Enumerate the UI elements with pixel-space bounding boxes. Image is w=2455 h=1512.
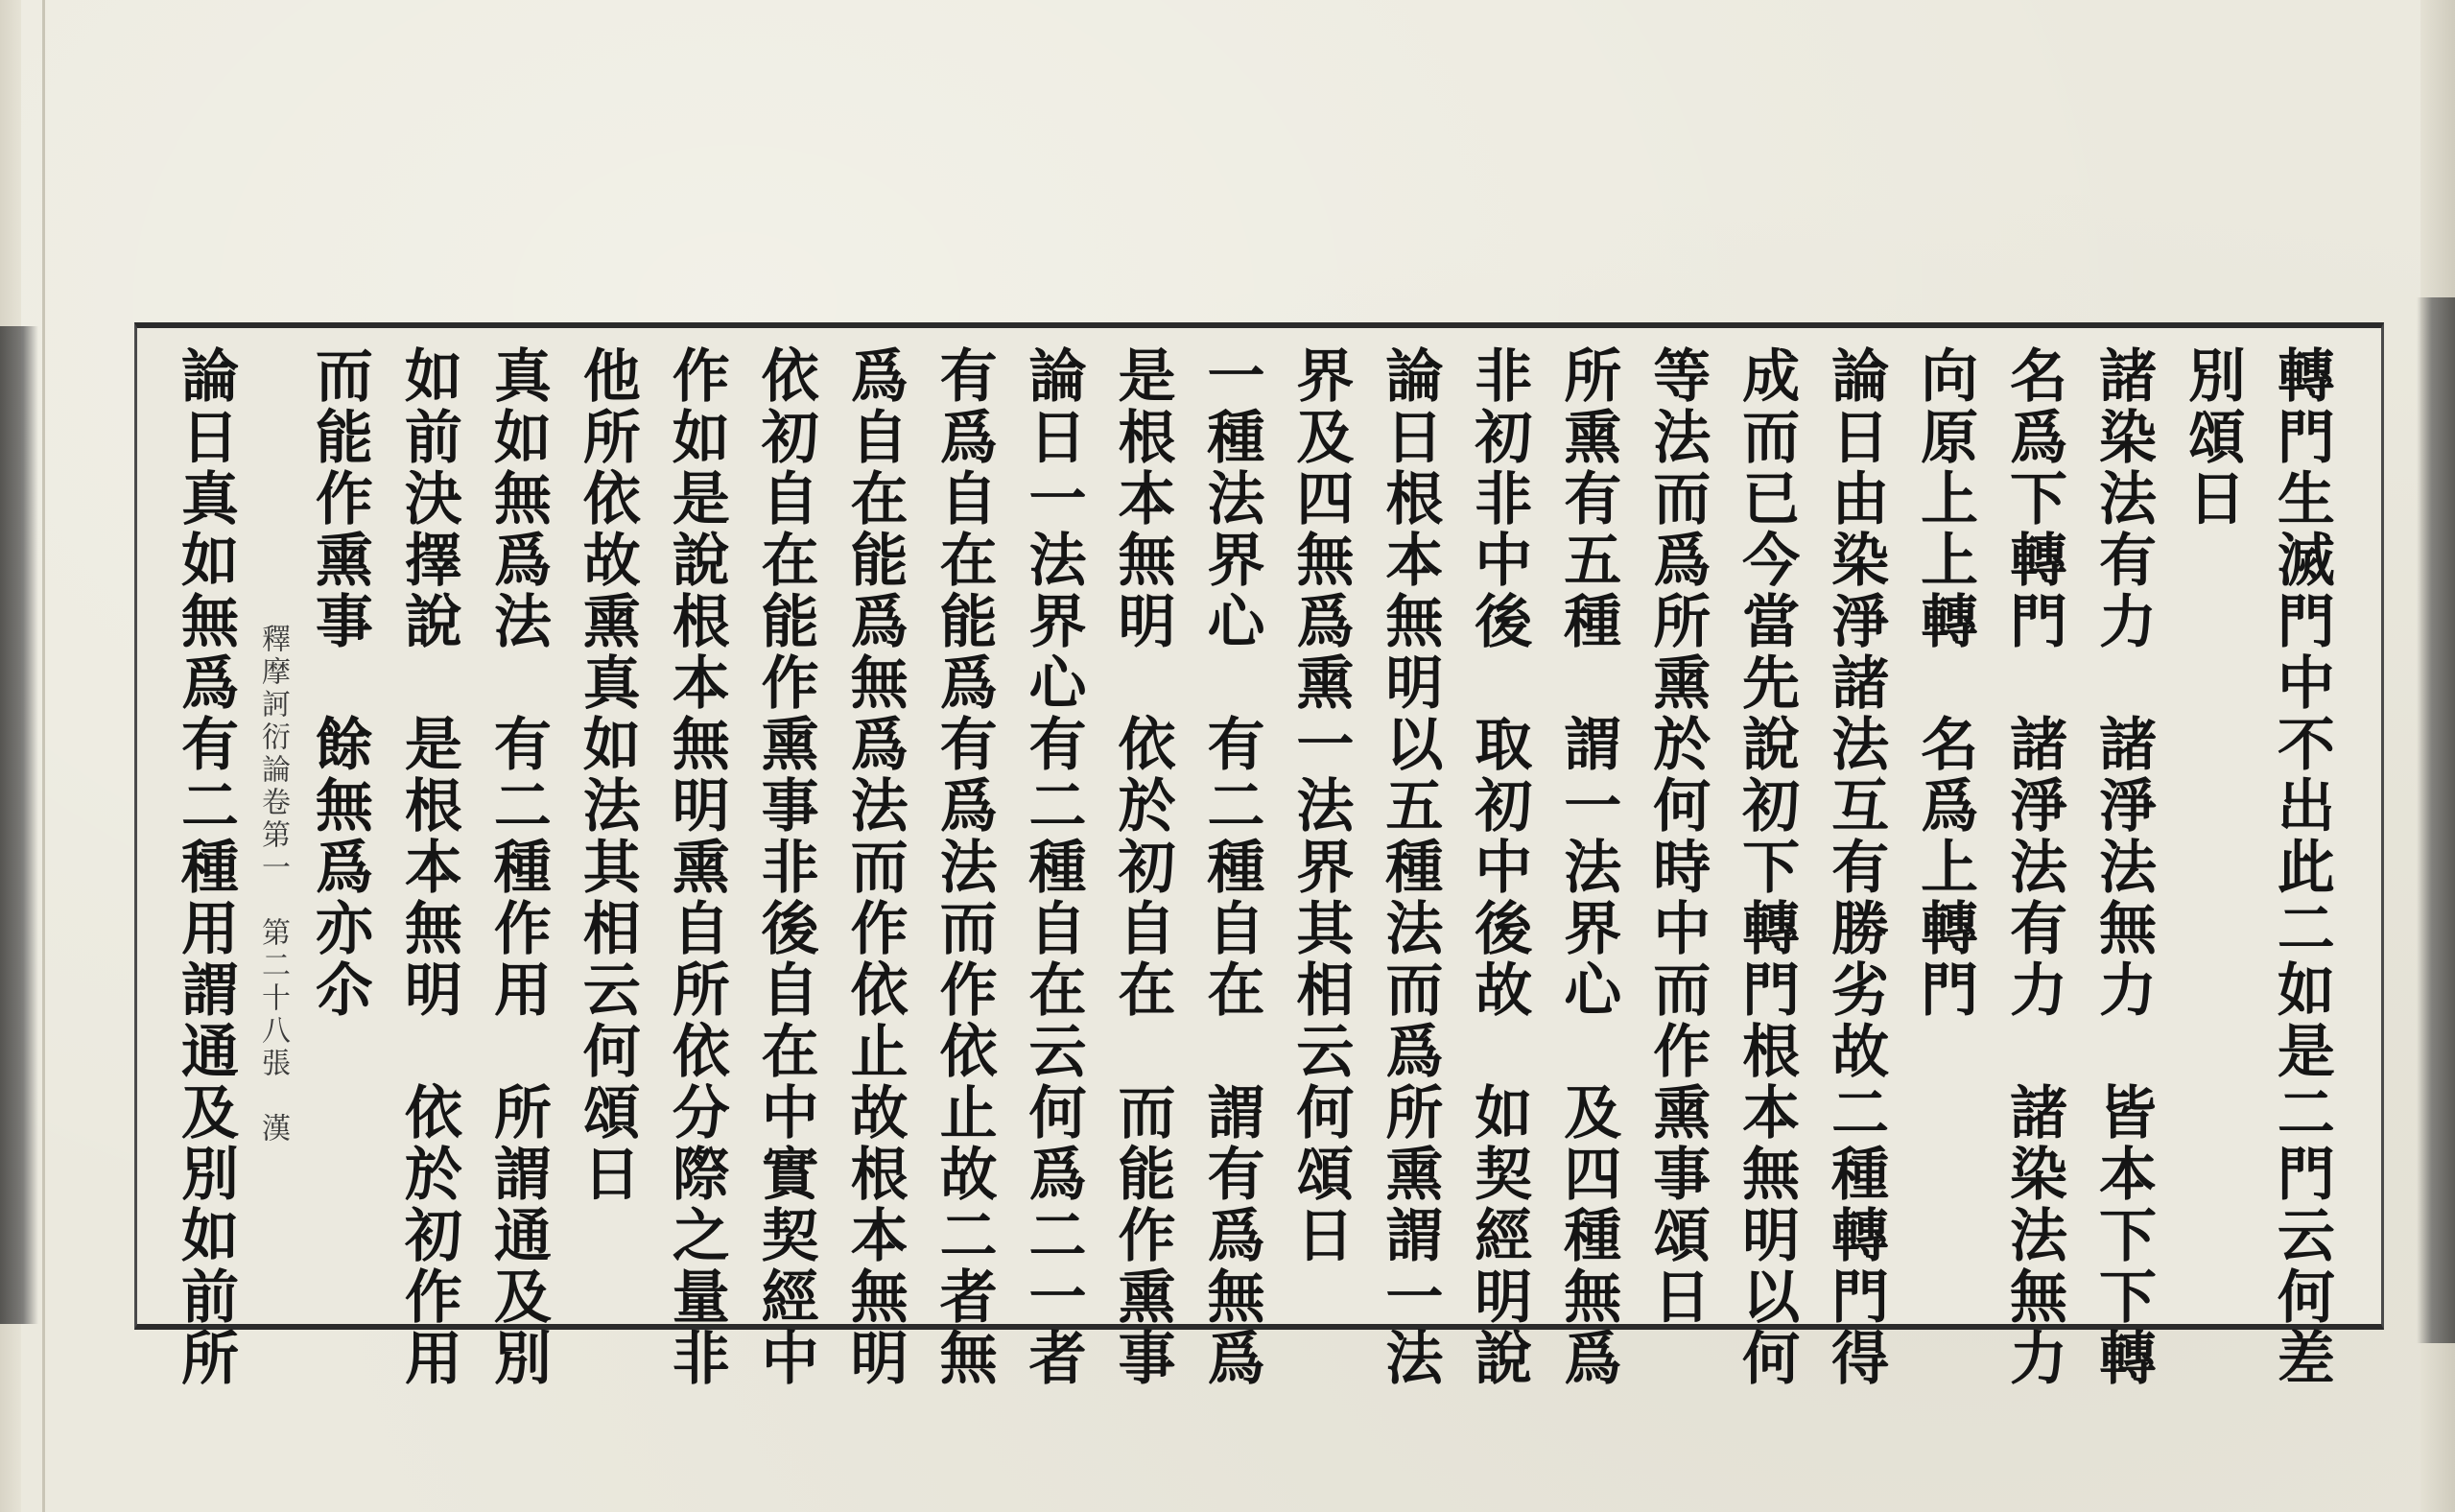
text-column-21: 真如無爲法 有二種作用 所謂通及別	[484, 345, 552, 1389]
woodblock-print-frame	[134, 322, 2384, 1389]
text-column-17: 爲自在能爲無爲法而作依止故根本無明	[840, 345, 909, 1389]
text-column-18: 依初自在能作熏事非後自在中實契經中	[751, 345, 819, 1389]
text-column-13: 一種法界心 有二種自在 謂有爲無爲	[1197, 345, 1265, 1389]
text-column-3: 諸染法有力 諸淨法無力 皆本下下轉	[2089, 345, 2157, 1389]
text-column-24: 論日真如無爲有二種用謂通及別如前所	[172, 345, 239, 1389]
text-column-2: 別頌日	[2178, 345, 2246, 530]
fold-line	[42, 0, 45, 1512]
text-column-12: 界及四無爲熏一法界其相云何頌日	[1287, 345, 1355, 1266]
text-column-9: 所熏有五種 謂一法界心 及四種無爲	[1554, 345, 1622, 1389]
text-column-15: 論日一法界心有二種自在云何爲二一者	[1019, 345, 1087, 1389]
text-column-16: 有爲自在能爲有爲法而作依止故二者無	[930, 345, 998, 1389]
left-ink-bleed	[0, 326, 38, 1324]
text-column-10: 非初非中後 取初中後故 如契經明說	[1465, 345, 1533, 1389]
text-column-8: 等法而爲所熏於何時中而作熏事頌日	[1643, 345, 1711, 1328]
margin-note: 釋摩訶衍論卷第一 第二十八張 漢	[255, 624, 290, 1146]
text-column-11: 論日根本無明以五種法而爲所熏謂一法	[1376, 345, 1444, 1389]
text-column-6: 論日由染淨諸法互有勝劣故二種轉門得	[1822, 345, 1890, 1389]
text-column-1: 轉門生滅門中不出此二如是二門云何差	[2267, 345, 2335, 1389]
text-column-22: 如前決擇說 是根本無明 依於初作用	[394, 345, 462, 1389]
right-ink-bleed	[2417, 297, 2455, 1343]
text-column-14: 是根本無明 依於初自在 而能作熏事	[1108, 345, 1176, 1389]
text-column-19: 作如是說根本無明熏自所依分際之量非	[662, 345, 730, 1389]
text-column-7: 成而已今當先說初下轉門根本無明以何	[1733, 345, 1801, 1389]
text-column-5: 向原上上轉 名爲上轉門	[1911, 345, 1979, 1021]
text-column-23: 而能作熏事 餘無爲亦尒	[305, 345, 373, 1021]
text-column-20: 他所依故熏真如法其相云何頌日	[573, 345, 641, 1205]
text-column-4: 名爲下轉門 諸淨法有力 諸染法無力	[2000, 345, 2068, 1389]
text-columns	[137, 328, 2381, 1389]
